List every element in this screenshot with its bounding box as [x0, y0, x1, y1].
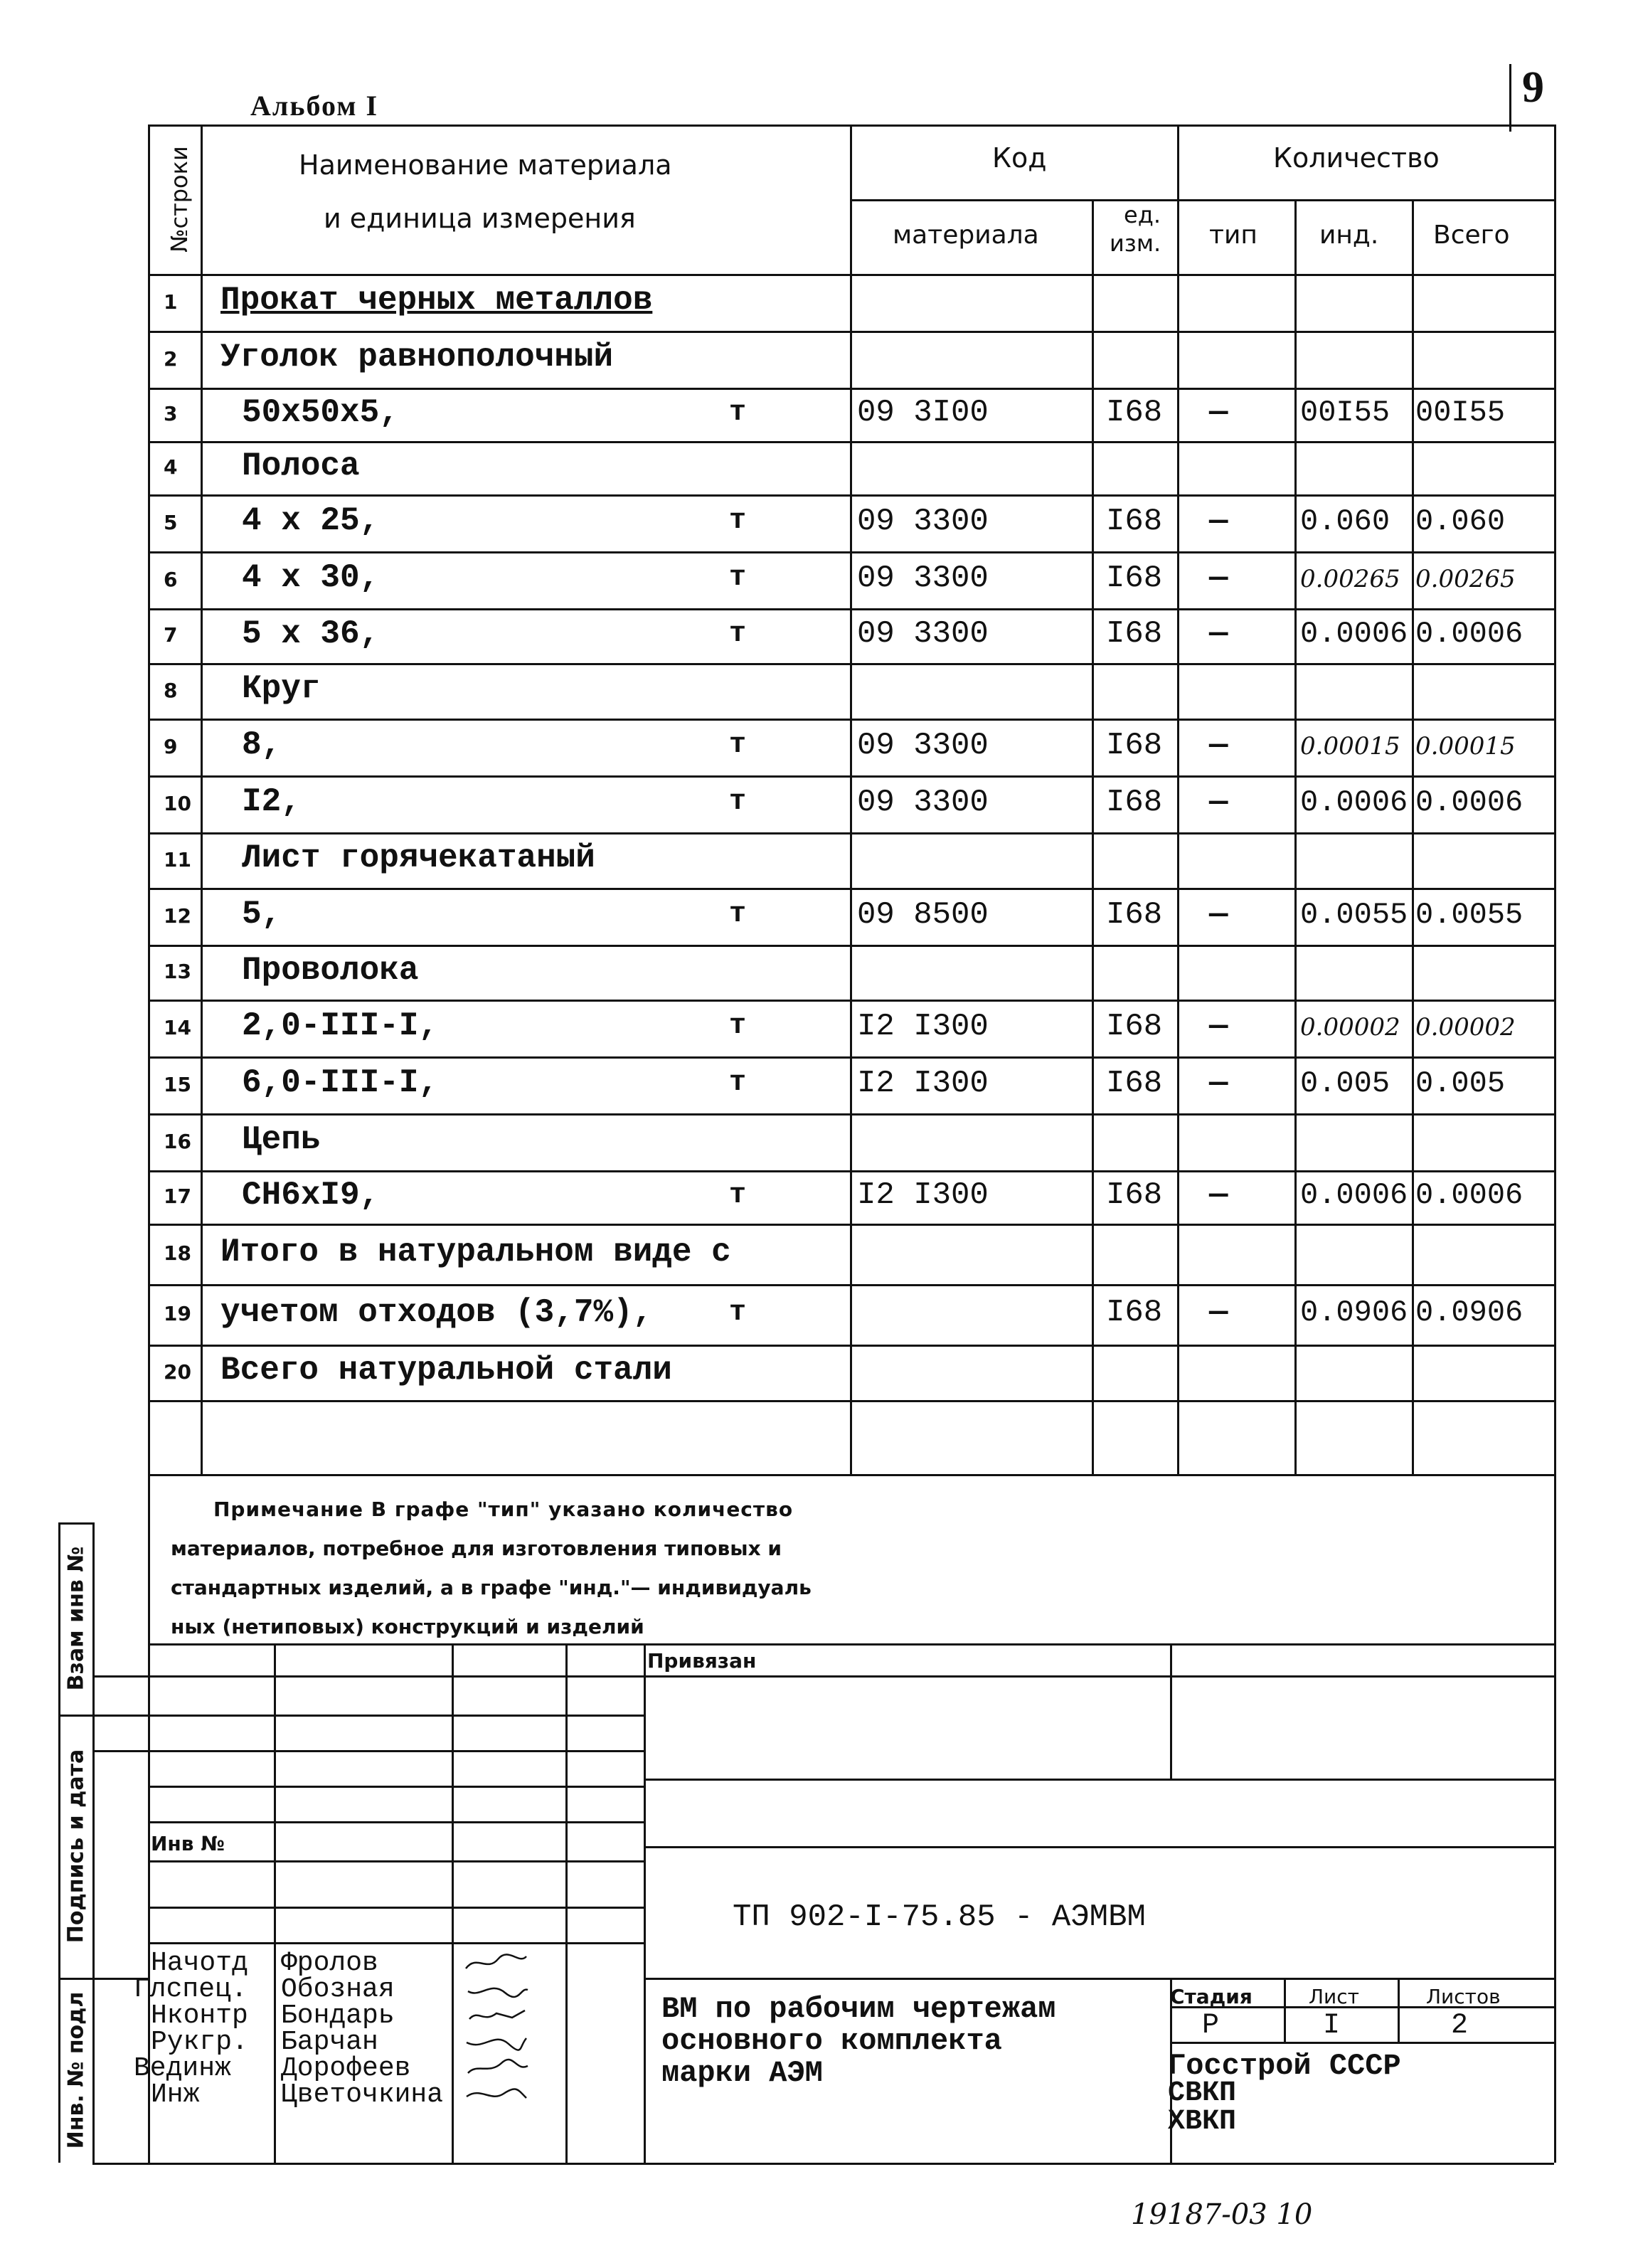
stamp-line [1170, 2042, 1554, 2044]
page-number: 9 [1522, 63, 1544, 112]
unit-subheader-line1: ед. [1124, 201, 1161, 228]
sheets-value: 2 [1451, 2010, 1469, 2042]
stage-value: Р [1202, 2010, 1220, 2042]
row-ind: 0.060 [1300, 504, 1390, 539]
row-line [148, 274, 1554, 276]
col-line-ind [1412, 199, 1414, 1474]
signer-role: Нконтр [151, 2001, 248, 2031]
row-number: 13 [164, 960, 191, 984]
row-unit-code: I68 [1106, 503, 1163, 539]
stamp-col [452, 1643, 454, 2163]
signer-role: Инж [151, 2079, 200, 2110]
row-ind: 0.00002 [1300, 1012, 1400, 1042]
row-number: 6 [164, 567, 178, 591]
type-subheader: тип [1209, 221, 1257, 250]
row-type: — [1209, 560, 1228, 596]
row-unit-code: I68 [1106, 896, 1163, 933]
row-number: 17 [164, 1185, 191, 1209]
org-line3: ХВКП [1168, 2106, 1237, 2138]
side-label-podpis: Подпись и дата [63, 1749, 89, 1944]
row-ind: 0.0006 [1300, 617, 1408, 652]
note-line1: Примечание В графе "тип" указано количество [213, 1498, 794, 1521]
row-number: 18 [164, 1241, 191, 1266]
row-unit-code: I68 [1106, 727, 1163, 763]
col-line-qty [1177, 124, 1179, 1474]
row-name: I2, [242, 783, 301, 821]
row-line [148, 775, 1554, 778]
stamp-line [148, 1907, 644, 1909]
stamp-line [92, 1750, 644, 1752]
row-line [148, 1224, 1554, 1226]
row-type: — [1209, 503, 1228, 539]
row-line [148, 1474, 1554, 1476]
row-total: 0.0006 [1415, 785, 1523, 820]
row-unit-code: I68 [1106, 1008, 1163, 1044]
row-name: 8, [242, 726, 282, 764]
signer-name: Фролов [281, 1948, 378, 1978]
row-unit-code: I68 [1106, 395, 1163, 431]
row-number: 3 [164, 402, 178, 426]
row-type: — [1209, 1177, 1228, 1214]
row-unit: т [729, 505, 747, 538]
stamp-col [1398, 1978, 1400, 2042]
row-type: — [1209, 1008, 1228, 1044]
side-label-inv-podl: Инв. № подл [63, 1991, 89, 2149]
col-line-no [201, 124, 203, 1474]
doc-title-line2: основного комплекта [661, 2024, 1002, 2058]
privyazan-label: Привязан [647, 1649, 757, 1673]
row-line [148, 1056, 1554, 1059]
row-name: Круг [242, 670, 321, 708]
note-line2: материалов, потребное для изготовления типовых и [171, 1537, 782, 1560]
col-line-unit [1092, 199, 1094, 1474]
row-name: 50x50x5, [242, 393, 399, 431]
signer-name: Обозная [281, 1974, 395, 2005]
stamp-line [148, 1821, 644, 1823]
row-name: Полоса [242, 447, 360, 484]
row-ind: 0.0006 [1300, 785, 1408, 820]
row-code: I2 I300 [857, 1008, 989, 1044]
row-total: 0.0055 [1415, 897, 1523, 932]
note-line4: ных (нетиповых) конструкций и изделий [171, 1615, 644, 1638]
col-line-type [1294, 199, 1297, 1474]
stamp-col [644, 1643, 646, 2163]
row-line [148, 1284, 1554, 1286]
row-type: — [1209, 616, 1228, 652]
row-number: 16 [164, 1129, 191, 1153]
row-ind: 0.00015 [1300, 731, 1400, 761]
document-code: ТП 902-I-75.85 - АЭМВМ [733, 1899, 1146, 1935]
row-line [148, 1345, 1554, 1347]
row-unit-code: I68 [1106, 1177, 1163, 1214]
row-line [148, 388, 1554, 390]
side-label-vzam: Взам инв № [63, 1546, 89, 1691]
row-unit-code: I68 [1106, 560, 1163, 596]
row-code: 09 3300 [857, 560, 989, 596]
row-name: Проволока [242, 951, 419, 989]
row-line [148, 494, 1554, 497]
stamp-line [644, 1978, 1554, 1980]
row-ind: 0.005 [1300, 1066, 1390, 1101]
table-right-border [1554, 124, 1556, 1672]
row-name: 2,0-III-I, [242, 1007, 439, 1045]
row-name: 5, [242, 896, 282, 933]
row-line [148, 1000, 1554, 1002]
org-line1: Госстрой СССР [1168, 2049, 1401, 2083]
row-total: 0.0006 [1415, 1178, 1523, 1213]
org-line2: СВКП [1168, 2077, 1237, 2109]
stamp-bottom [92, 2163, 1554, 2165]
row-number: 9 [164, 734, 178, 758]
row-number: 15 [164, 1072, 191, 1096]
row-code: 09 3I00 [857, 395, 989, 431]
row-number: 1 [164, 290, 178, 314]
row-ind: 00I55 [1300, 396, 1390, 430]
row-code: I2 I300 [857, 1177, 989, 1214]
header-mid-line [850, 199, 1554, 201]
row-name: СН6xI9, [242, 1176, 380, 1214]
row-name: Лист горячекатаный [242, 839, 595, 877]
row-code: 09 3300 [857, 616, 989, 652]
stamp-line [148, 1786, 644, 1788]
stamp-line [644, 1846, 1554, 1848]
row-unit-code: I68 [1106, 1295, 1163, 1331]
quantity-header: Количество [1273, 142, 1440, 174]
row-line [148, 608, 1554, 610]
signer-role: Вединж [134, 2053, 231, 2084]
sheets-header: Листов [1426, 1985, 1501, 2008]
total-subheader: Всего [1433, 221, 1510, 250]
row-code: 09 3300 [857, 784, 989, 820]
signature-mark [462, 2082, 530, 2107]
signer-name: Бондарь [281, 2001, 395, 2031]
stamp-right [1554, 1643, 1556, 2163]
stamp-line [148, 1715, 644, 1717]
row-type: — [1209, 896, 1228, 933]
table-left-border [148, 124, 150, 1672]
row-type: — [1209, 1065, 1228, 1101]
row-name: 4 x 25, [242, 502, 380, 540]
signer-role: Рукгр. [151, 2027, 248, 2057]
row-ind: 0.00265 [1300, 564, 1400, 593]
row-name: 5 x 36, [242, 615, 380, 652]
row-line [148, 888, 1554, 890]
signer-role: Глспец. [134, 1974, 248, 2005]
stamp-col [1284, 1978, 1286, 2042]
row-total: 0.00015 [1415, 731, 1516, 761]
row-name: 6,0-III-I, [242, 1064, 439, 1102]
row-line [148, 1400, 1554, 1402]
stamp-col [1170, 1643, 1172, 1779]
stamp-col [565, 1643, 568, 2163]
row-type: — [1209, 784, 1228, 820]
row-code: 09 3300 [857, 503, 989, 539]
name-header-line2: и единица измерения [324, 203, 636, 234]
stamp-col [274, 1643, 276, 2163]
row-line [148, 663, 1554, 665]
name-header-line1: Наименование материала [299, 149, 672, 181]
signature-mark [462, 1977, 530, 2001]
signature-mark [462, 2030, 530, 2054]
ind-subheader: инд. [1319, 221, 1379, 250]
row-code: 09 3300 [857, 727, 989, 763]
row-line [148, 331, 1554, 333]
row-unit: т [729, 1296, 747, 1329]
row-total: 0.005 [1415, 1066, 1506, 1101]
signature-mark [462, 1951, 530, 1975]
row-line [148, 551, 1554, 553]
row-number: 12 [164, 904, 191, 928]
row-number-header: №строки [166, 146, 193, 253]
doc-title-line1: ВМ по рабочим чертежам [661, 1992, 1056, 2026]
row-number: 4 [164, 455, 178, 479]
signer-name: Цветочкина [281, 2079, 444, 2110]
row-unit: т [729, 1010, 747, 1043]
stamp-top [148, 1643, 1554, 1646]
row-number: 7 [164, 623, 178, 647]
row-unit: т [729, 729, 747, 762]
doc-title-line3: марки АЭМ [661, 2056, 823, 2090]
footer-code: 19187-03 10 [1131, 2198, 1313, 2231]
row-name: Цепь [242, 1121, 321, 1159]
row-name: учетом отходов (3,7%), [220, 1293, 653, 1331]
row-name: Уголок равнополочный [220, 339, 614, 376]
row-unit: т [729, 396, 747, 429]
stamp-line [148, 1860, 644, 1862]
stamp-left [148, 1643, 150, 2163]
stamp-line [148, 1942, 644, 1944]
row-line [148, 832, 1554, 834]
row-type: — [1209, 727, 1228, 763]
row-unit: т [729, 618, 747, 650]
col-line-code [850, 124, 852, 1474]
sheet-value: I [1323, 2010, 1341, 2042]
row-number: 10 [164, 791, 191, 815]
row-type: — [1209, 395, 1228, 431]
note-line3: стандартных изделий, а в графе "инд."— индивидуаль [171, 1576, 812, 1599]
code-header: Код [992, 142, 1047, 174]
row-unit: т [729, 1179, 747, 1212]
row-code: I2 I300 [857, 1065, 989, 1101]
row-unit: т [729, 562, 747, 595]
row-unit-code: I68 [1106, 784, 1163, 820]
row-total: 0.060 [1415, 504, 1506, 539]
row-number: 5 [164, 510, 178, 534]
stage-header: Стадия [1170, 1985, 1253, 2008]
row-unit: т [729, 899, 747, 931]
signer-name: Дорофеев [281, 2053, 411, 2084]
inv-no-label: Инв № [151, 1832, 225, 1855]
row-number: 11 [164, 847, 191, 871]
signer-name: Барчан [281, 2027, 378, 2057]
row-total: 0.0906 [1415, 1295, 1523, 1330]
row-unit: т [729, 786, 747, 819]
row-type: — [1209, 1295, 1228, 1331]
row-total: 0.0006 [1415, 617, 1523, 652]
row-line [148, 441, 1554, 443]
row-unit: т [729, 1067, 747, 1100]
signature-mark [462, 2003, 530, 2028]
unit-subheader-line2: изм. [1110, 230, 1161, 257]
row-total: 0.00265 [1415, 564, 1516, 593]
row-line [148, 719, 1554, 721]
material-subheader: материала [893, 221, 1039, 250]
row-name: Прокат черных металлов [220, 282, 653, 319]
row-name: Итого в натуральном виде с [220, 1233, 731, 1271]
row-total: 0.00002 [1415, 1012, 1516, 1042]
row-name: Всего натуральной стали [220, 1352, 672, 1389]
stamp-line [644, 1779, 1554, 1781]
row-number: 20 [164, 1360, 191, 1384]
row-ind: 0.0006 [1300, 1178, 1408, 1213]
row-number: 14 [164, 1015, 191, 1039]
row-unit-code: I68 [1106, 616, 1163, 652]
sheet-header: Лист [1309, 1985, 1359, 2008]
row-unit-code: I68 [1106, 1065, 1163, 1101]
signer-role: Начотд [151, 1948, 248, 1978]
row-ind: 0.0055 [1300, 897, 1408, 932]
row-line [148, 1113, 1554, 1116]
row-code: 09 8500 [857, 896, 989, 933]
row-line [148, 945, 1554, 947]
row-line [148, 1170, 1554, 1172]
stamp-line [92, 1675, 1554, 1678]
row-ind: 0.0906 [1300, 1295, 1408, 1330]
album-label: Альбом I [250, 90, 379, 122]
signature-mark [462, 2056, 530, 2080]
row-name: 4 x 30, [242, 559, 380, 597]
row-number: 2 [164, 346, 178, 371]
row-number: 8 [164, 678, 178, 702]
row-number: 19 [164, 1302, 191, 1326]
row-total: 00I55 [1415, 396, 1506, 430]
